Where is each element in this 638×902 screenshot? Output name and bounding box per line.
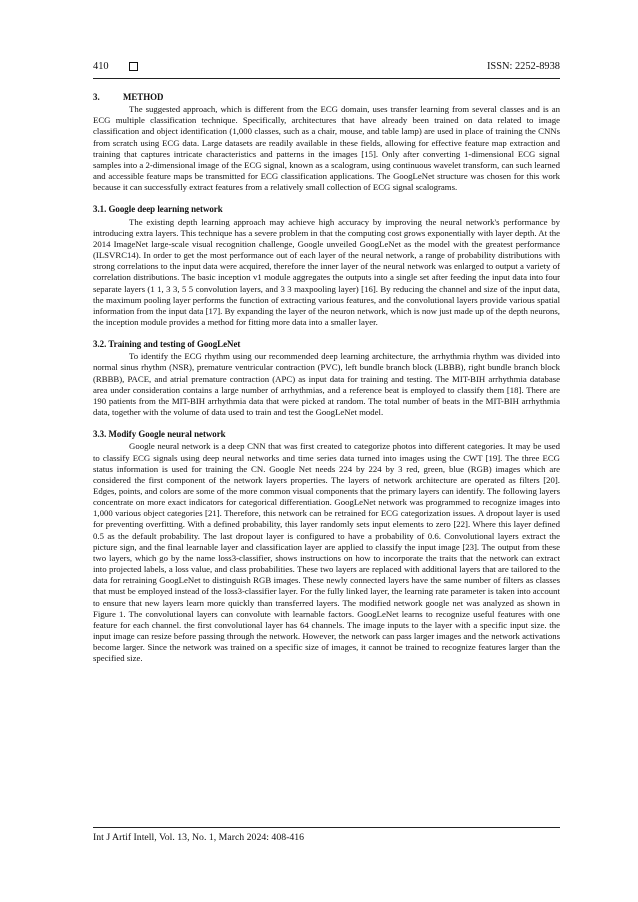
- body-text: [93, 92, 560, 665]
- training-testing-paragraph: To identify the ECG rhythm using our recommended deep learning architecture, the arrhythmia rhythm was divided into normal sinus rhythm (NSR), premature ventricular contraction (PVC), left bundle branch block (LBBB), right bundle branch block (RBBB), PACE, and atrial premature contraction (APC) as input data for training and testing. The MIT-BIH arrhythmia database area under consideration contains a large number of arrhythmias, and a reference beat is employed to classify them [18]. There are 190 patients from the MIT-BIH arrhythmia data that were picked at random. The total number of beats in the MIT-BIH arrhythmia data, together with the volume of data used to train and test the GoogLeNet model.: [93, 351, 560, 418]
- google-deep-learning-paragraph: The existing depth learning approach may achieve high accuracy by improving the neural network's performance by introducing extra layers. This technique has a severe problem in that the computing cost grows exponentially with layer depth. At the 2014 ImageNet large-scale visual recognition challenge, Google unveiled GoogLeNet as the model with the greatest performance (ILSVRC14). In order to get the most performance out of each layer of the neural network, a range of probability distributions with strong correlations to the input data were acquired, therefore the inner layer of the neural network was enlarged to output a variety of correlation distributions. The basic inception v1 module aggregates the outputs into a single set after feeding the input data into four separate layers (1 1, 3 3, 5 5 convolution layers, and 3 3 maxpooling layer) [16]. By reducing the channel and size of the input data, the maximum pooling layer performs the function of extracting various features, and the convolutional layers provide various spatial information from the input data [17]. By expanding the layer of the neuron network, which is now just made up of the depth neurons, the inception module provides a method for fitting more data into a smaller layer.: [93, 216, 560, 327]
- page-number: 410: [93, 61, 109, 72]
- subsection-heading-3-2: 3.2. Training and testing of GoogLeNet: [93, 339, 241, 350]
- page-footer: [93, 827, 560, 843]
- journal-citation: Int J Artif Intell, Vol. 13, No. 1, March 2024: 408-416: [93, 832, 305, 843]
- page-header: [93, 58, 560, 79]
- subsection-heading-3-3: 3.3. Modify Google neural network: [93, 429, 226, 440]
- section-number: 3.: [93, 92, 100, 102]
- issn-label: ISSN: 2252-8938: [486, 61, 560, 72]
- section-title: METHOD: [123, 92, 164, 102]
- modify-network-paragraph: Google neural network is a deep CNN that was first created to categorize photos into different categories. It may be used to classify ECG signals using deep neural networks and time series data turned into images using the CWT [19]. The three ECG status information is used for training the CN. Google Net needs 224 by 224 by 3 red, green, blue (RGB) images which are considered the first component of the network layers properties. The layers of network architecture are operated as filters [20]. Edges, points, and colors are some of the more common visual components that the primary layers can identify. The following layers concentrate on more exact indicators for categorical differentiation. GoogLeNet network was programmed to recognize images into 1,000 various object categories [21]. Therefore, this network can be retrained for ECG categorization issues. A dropout layer is used for preventing overfitting. With a defined probability, this layer randomly sets input elements to zero [22]. Where this layer defined 0.5 as the default probability. The last dropout layer is configured to have a probability of 0.6. Convolutional layers extract the picture sign, and the final learnable layer and classification layer are applied to classify the input image [23]. The output from these two layers, which go by the name loss3-classifier, shows instructions on how to incorporate the traits that the network can extract into projected labels, a loss value, and class probabilities. These two layers are replaced with additional layers that are tailored to the data for retraining GoogLeNet to distinguish RGB images. These newly connected layers have the same number of filters as classes that must be employed instead of the loss3-classifier layer. For the fully linked layer, the learning rate parameter is taken into account to ensure that new layers learn more quickly than transferred layers. The modified network google net was analyzed as shown in Figure 1. The convolutional layers can convolute with learnable factors. GoogLeNet learns to recognize useful features with one feature for each channel. the first convolutional layer has 64 channels. The image inputs to the layer with a specific input size. the input image can resize before passing through the network. However, the network can pass larger images and the network activations become larger. Since the network was trained on a specific size of images, it cannot be trained to recognize features larger than the specified size.: [93, 441, 560, 664]
- checkbox-glyph-icon: [129, 62, 138, 71]
- subsection-heading-3-1: 3.1. Google deep learning network: [93, 204, 223, 215]
- section-heading-method: [93, 92, 560, 103]
- method-paragraph: The suggested approach, which is different from the ECG domain, uses transfer learning from several classes and is an ECG multiple classification technique. Specifically, architectures that have already been trained on data related to image classification and object identification (1,000 classes, such as a chair, mouse, and table lamp) are used in place of training the CNNs from scratch using ECG data. Large datasets are readily available in these fields, allowing for effective feature map extraction and training that captures intricate characteristics and patterns in the images [15]. Only after converting 1-dimensional ECG signal samples into a 2-dimensional image of the ECG signal, known as a scalogram, using continuous wavelet transform, can such learned and accessible feature maps be transmitted for ECG classification applications. The GoogLeNet structure was chosen for this work because it can successfully extract features from a relatively small collection of ECG signal scalograms.: [93, 104, 560, 193]
